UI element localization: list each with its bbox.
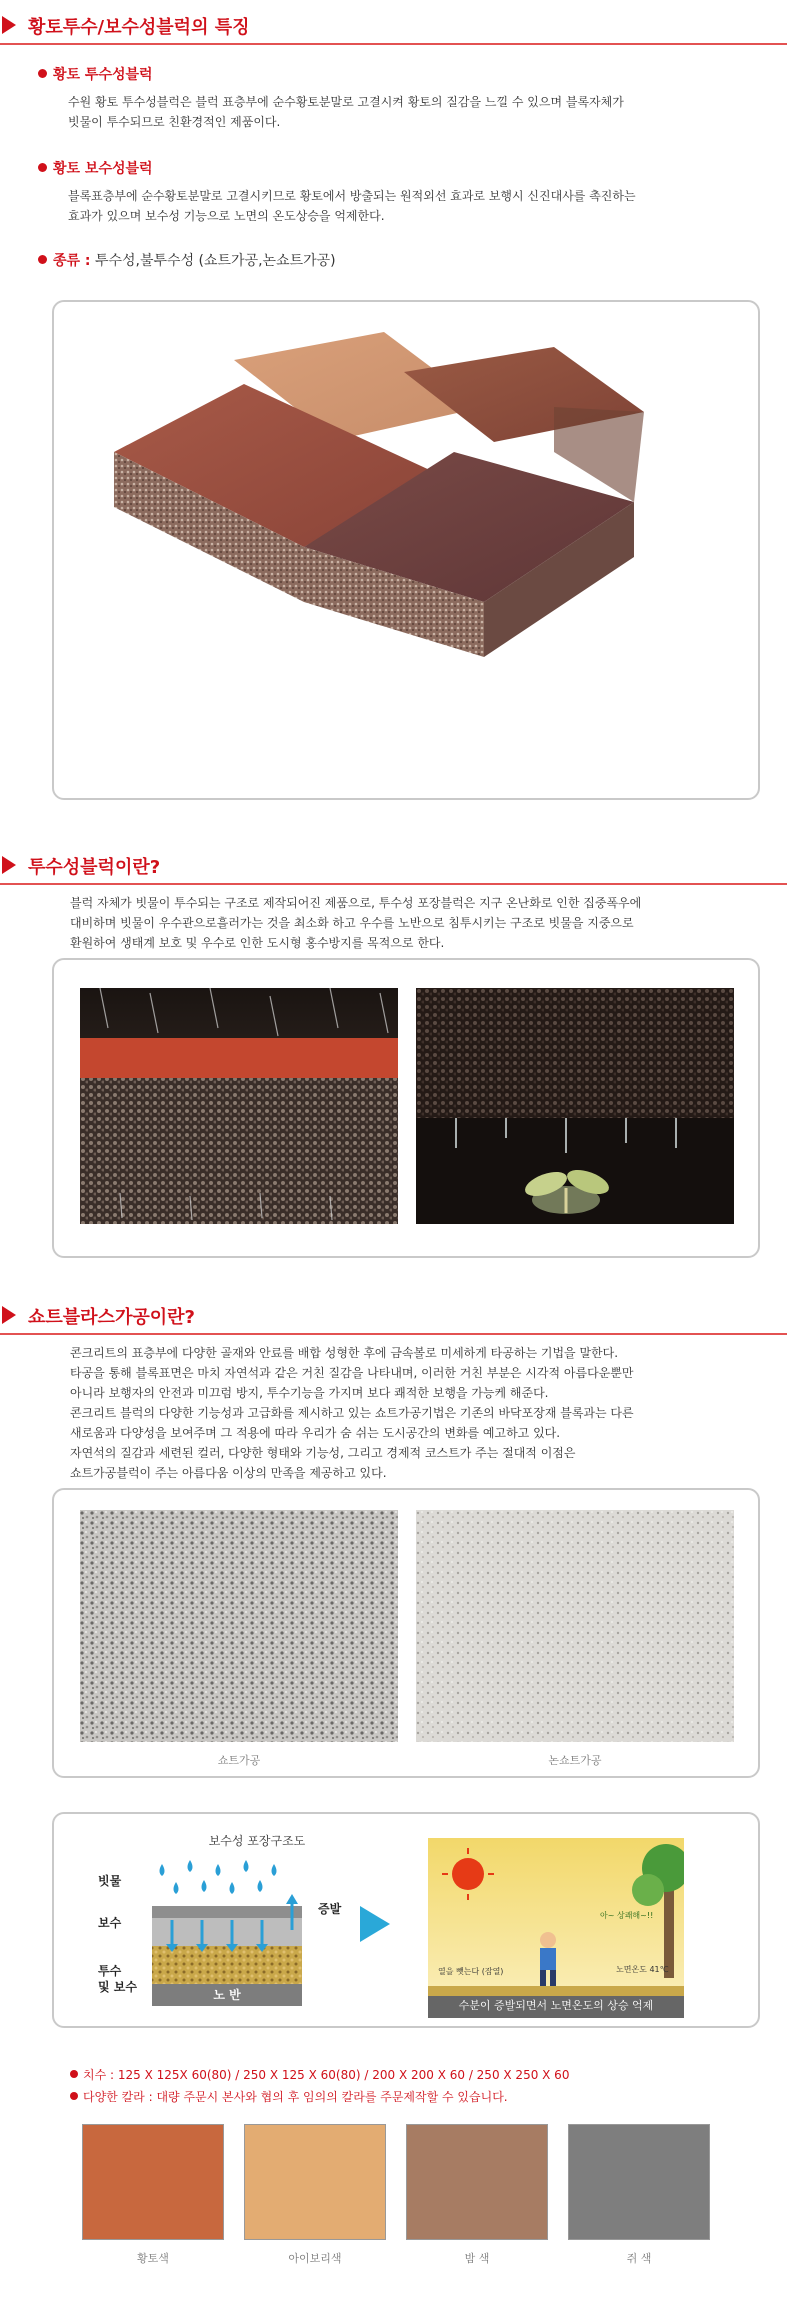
divider	[0, 883, 787, 885]
triangle-bullet-icon	[2, 1306, 16, 1324]
section-title: 투수성블럭이란?	[28, 857, 161, 878]
diagram-title: 보수성 포장구조도	[208, 1834, 306, 1848]
block-photo-box	[52, 300, 760, 800]
swatch-ivory	[244, 2124, 386, 2240]
text-line: 대비하며 빗물이 우수관으로흘러가는 것을 최소화 하고 우수를 노반으로 침투시키는 구조로 빗물을 지중으로	[70, 916, 634, 930]
kind-line	[38, 250, 336, 270]
shot-texture-photo	[80, 1510, 398, 1742]
sprout-photo	[416, 988, 734, 1224]
size-label: 치수 :	[83, 2068, 115, 2082]
dot-bullet-icon	[38, 255, 47, 264]
paragraph-permeable	[68, 92, 624, 132]
label-perm-1: 투수	[98, 1964, 122, 1978]
swatch-color	[406, 2124, 548, 2240]
text-line: 자연석의 질감과 세련된 컬러, 다양한 형태와 기능성, 그리고 경제적 코스트가 주는 절대적 이점은	[70, 1446, 576, 1460]
triangle-bullet-icon	[2, 16, 16, 34]
text-line: 수원 황토 투수성블럭은 블럭 표층부에 순수황토분말로 고결시켜 황토의 질감을 느낄 수 있으며 블록자체가	[68, 95, 624, 109]
section-header-features	[0, 10, 787, 44]
section-header-shot-blast	[0, 1300, 787, 1334]
text-line: 콘크리트의 표층부에 다양한 골재와 안료를 배합 성형한 후에 금속볼로 미세하게 타공하는 기법을 말한다.	[70, 1346, 619, 1360]
caption-shot: 쇼트가공	[217, 1754, 261, 1767]
texture-photo-box	[52, 1488, 760, 1778]
kind-label: 종류 :	[53, 253, 91, 269]
text-line: 쇼트가공블럭이 주는 아름다움 이상의 만족을 제공하고 있다.	[70, 1466, 387, 1480]
text-line: 환원하여 생태계 보호 및 우수로 인한 도시형 홍수방지를 목적으로 한다.	[70, 936, 445, 950]
kind-value: 투수성,불투수성 (쇼트가공,논쇼트가공)	[94, 253, 336, 269]
swatch-label: 밤 색	[464, 2252, 490, 2265]
raindrops	[160, 1860, 277, 1894]
dot-bullet-icon	[70, 2092, 78, 2100]
paragraph-permeable-definition	[70, 893, 641, 953]
size-value: 125 X 125X 60(80) / 250 X 125 X 60(80) / 200 X 200 X 60 / 250 X 250 X 60	[117, 2068, 570, 2082]
label-rain: 빗물	[98, 1874, 122, 1888]
section-title: 쇼트블라스가공이란?	[28, 1307, 195, 1328]
rain-surface-photo	[80, 988, 398, 1224]
heat-text: 열을 뺏는다 (잠열)	[438, 1967, 504, 1976]
heading-permeable-block	[38, 64, 153, 84]
caption-non-shot: 논쇼트가공	[548, 1754, 602, 1767]
swatch-chestnut	[406, 2124, 548, 2240]
swatch-label: 쥐 색	[626, 2252, 652, 2265]
text-line: 아니라 보행자의 안전과 미끄럼 방지, 투수기능을 가지며 보다 쾌적한 보행을 가능케 해준다.	[70, 1386, 549, 1400]
swatch-label: 아이보리색	[288, 2252, 342, 2265]
paving-block-illustration	[54, 302, 758, 798]
color-label: 다양한 칼라 :	[83, 2090, 153, 2104]
size-line	[70, 2066, 569, 2083]
dot-bullet-icon	[38, 69, 47, 78]
heading-retentive-block	[38, 158, 153, 178]
label-perm-2: 및 보수	[98, 1980, 137, 1994]
permeable-photo-box	[52, 958, 760, 1258]
text-line: 콘크리트 블럭의 다양한 기능성과 고급화를 제시하고 있는 쇼트가공기법은 기존의 바닥포장재 블록과는 다른	[70, 1406, 634, 1420]
swatch-label: 황토색	[137, 2252, 169, 2265]
paragraph-shot-blast	[70, 1343, 634, 1483]
paragraph-retentive	[68, 186, 636, 226]
dot-bullet-icon	[70, 2070, 78, 2078]
swatch-color	[244, 2124, 386, 2240]
color-value: 대량 주문시 본사와 협의 후 임의의 칼라를 주문제작할 수 있습니다.	[156, 2090, 508, 2104]
divider	[0, 1333, 787, 1335]
swatch-gray	[568, 2124, 710, 2240]
label-evap: 증발	[318, 1902, 342, 1916]
heading-text: 황토 보수성블럭	[53, 161, 153, 177]
temperature-text: 노면온도 41℃	[616, 1965, 669, 1974]
scene-caption: 수분이 증발되면서 노면온도의 상승 억제	[458, 1999, 654, 2012]
structure-diagram-box	[52, 1812, 760, 2028]
arrow-right-icon	[358, 1904, 392, 1944]
text-line: 새로움과 다양성을 보여주며 그 적용에 따라 우리가 숨 쉬는 도시공간의 변화를 예고하고 있다.	[70, 1426, 561, 1440]
section-title: 황토투수/보수성블럭의 특징	[28, 17, 250, 38]
heading-text: 황토 투수성블럭	[53, 67, 153, 83]
dot-bullet-icon	[38, 163, 47, 172]
swatch-color	[568, 2124, 710, 2240]
swatch-color	[82, 2124, 224, 2240]
label-base: 노 반	[213, 1988, 241, 2002]
non-shot-texture-photo	[416, 1510, 734, 1742]
triangle-bullet-icon	[2, 856, 16, 874]
swatch-hwangto	[82, 2124, 224, 2240]
text-line: 블록표층부에 순수황토분말로 고결시키므로 황토에서 방출되는 원적외선 효과로 보행시 신진대사를 촉진하는	[68, 189, 636, 203]
color-line	[70, 2088, 508, 2105]
text-line: 효과가 있으며 보수성 기능으로 노면의 온도상승을 억제한다.	[68, 209, 385, 223]
speech-bubble: 아~ 상쾌해~!!	[600, 1911, 654, 1920]
text-line: 블럭 자체가 빗물이 투수되는 구조로 제작되어진 제품으로, 투수성 포장블럭은 지구 온난화로 인한 집중폭우에	[70, 896, 642, 910]
text-line: 빗물이 투수되므로 친환경적인 제품이다.	[68, 115, 281, 129]
section-header-permeable	[0, 850, 787, 884]
label-water: 보수	[98, 1916, 122, 1930]
text-line: 타공을 통해 블록표면은 마치 자연석과 같은 거친 질감을 나타내며, 이러한 거친 부분은 시각적 아름다운뿐만	[70, 1366, 634, 1380]
divider	[0, 43, 787, 45]
cooling-scene-illustration	[428, 1838, 684, 2018]
